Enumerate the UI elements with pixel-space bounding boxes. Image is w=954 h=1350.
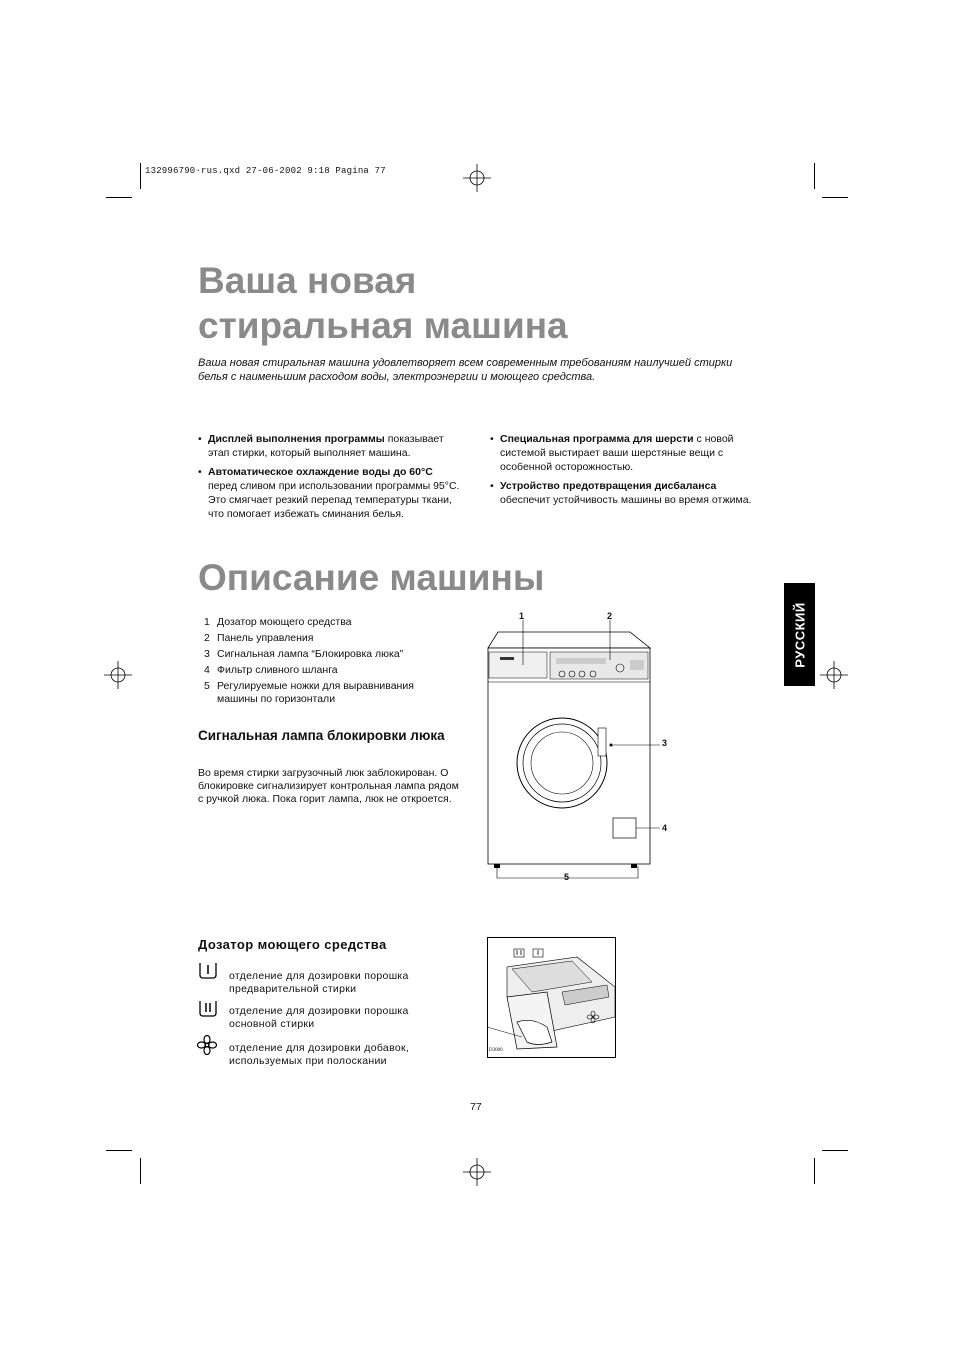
list-item: 3 Сигнальная лампа “Блокировка люка” [204, 648, 404, 660]
list-item: 5 Регулируемые ножки для выравнивания машины по горизонтали [204, 680, 414, 705]
dispenser-drawer-illustration [487, 937, 616, 1058]
page-title-line-1: Ваша новая [198, 260, 417, 301]
feature-item: • Автоматическое охлаждение воды до 60°C перед сливом при использовании программы 95°C. Это смягчает резкий перепад температуры ткани, что помогает избежать сминания белья. [198, 465, 463, 521]
callout-4: 4 [662, 823, 668, 833]
feature-item: • Специальная программа для шерсти с новой системой выстирает ваши шерстяные вещи с особенной осторожностью. [490, 432, 755, 474]
feature-item: • Дисплей выполнения программы показывает этап стирки, который выполняет машина. [198, 432, 463, 460]
washing-machine-diagram [480, 608, 675, 888]
photo-code: D3000 [489, 1048, 503, 1053]
page-number: 77 [470, 1101, 482, 1113]
features-left [198, 432, 463, 526]
lamp-heading: Сигнальная лампа блокировки люка [198, 728, 445, 743]
intro-text: Ваша новая стиральная машина удовлетворяет всем современным требованиям наилучшей стирки белья с наименьшим расходом воды, электроэнергии и моющего средства. [198, 357, 733, 383]
list-item: 4 Фильтр сливного шланга [204, 664, 338, 676]
dispenser-label: отделение для дозировки порошка предварительной стирки [229, 970, 409, 995]
registration-mark-icon [463, 164, 491, 192]
section-title: Описание машины [198, 557, 545, 598]
registration-mark-icon [104, 661, 132, 689]
list-item: 1 Дозатор моющего средства [204, 616, 352, 628]
list-item: 2 Панель управления [204, 632, 314, 644]
registration-mark-icon [463, 1158, 491, 1186]
callout-1: 1 [519, 611, 525, 621]
features-right [490, 432, 755, 512]
feature-item: • Устройство предотвращения дисбаланса обеспечит устойчивость машины во время отжима. [490, 479, 755, 507]
file-slug: 132996790·rus.qxd 27-06-2002 9:18 Pagina 77 [145, 166, 386, 176]
prewash-compartment-icon [198, 962, 218, 980]
dispenser-label: отделение для дозировки добавок, используемых при полоскании [229, 1042, 410, 1067]
language-tab: РУССКИЙ [784, 583, 815, 686]
callout-3: 3 [662, 738, 668, 748]
parts-list [204, 614, 454, 706]
callout-5: 5 [564, 872, 570, 882]
lamp-text: Во время стирки загрузочный люк заблокирован. О блокировке сигнализирует контрольная лампа рядом с ручкой люка. Пока горит лампа, люк не откроется. [198, 767, 459, 805]
page-title [198, 258, 568, 348]
dispenser-label: отделение для дозировки порошка основной стирки [229, 1005, 409, 1030]
page-title-line-2: стиральная машина [198, 305, 568, 346]
registration-mark-icon [820, 661, 848, 689]
dispenser-heading: Дозатор моющего средства [198, 937, 387, 952]
flower-softener-icon [197, 1035, 217, 1055]
mainwash-compartment-icon [198, 1000, 218, 1018]
callout-2: 2 [607, 611, 613, 621]
